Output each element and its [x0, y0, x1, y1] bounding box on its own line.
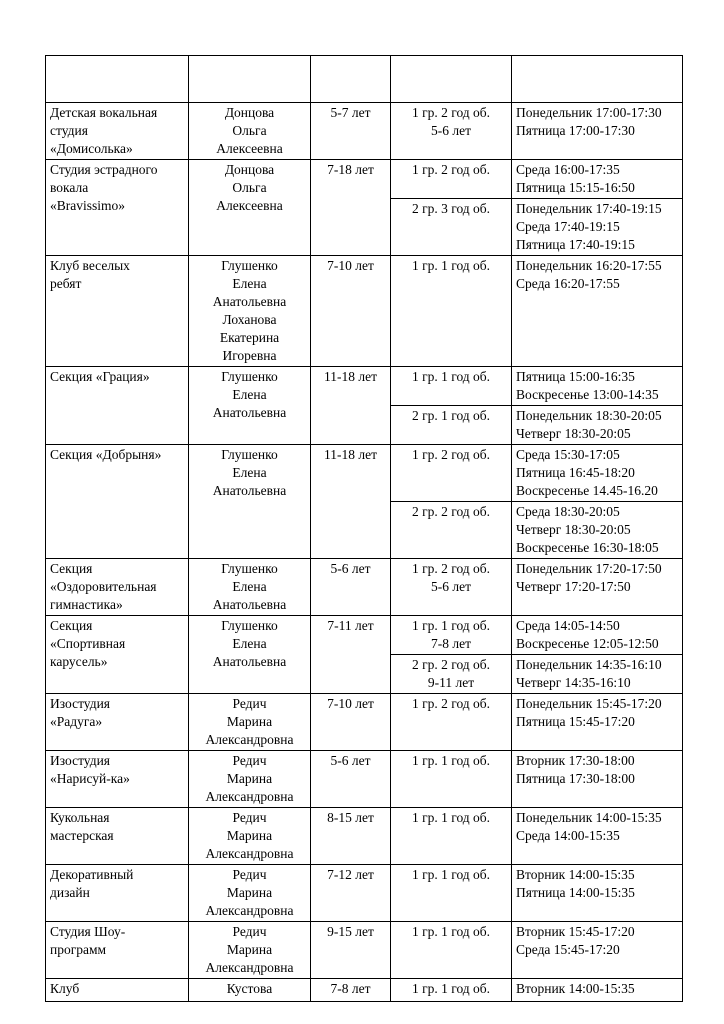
- teacher-cell: Донцова Ольга Алексеевна: [189, 103, 311, 160]
- table-row: [46, 256, 683, 367]
- activity-name-cell: Декоративный дизайн: [46, 865, 189, 922]
- table-row: [46, 616, 683, 655]
- teacher-cell: Редич Марина Александровна: [189, 808, 311, 865]
- group-cell: 1 гр. 2 год об. 5-6 лет: [391, 103, 512, 160]
- teacher-cell: Кустова: [189, 979, 311, 1002]
- schedule-cell: Понедельник 17:00-17:30 Пятница 17:00-17:30: [512, 103, 683, 160]
- age-cell: 5-6 лет: [311, 751, 391, 808]
- schedule-cell: Понедельник 17:20-17:50 Четверг 17:20-17:50: [512, 559, 683, 616]
- group-cell: 2 гр. 2 год об.: [391, 502, 512, 559]
- teacher-cell: Глушенко Елена Анатольевна: [189, 616, 311, 694]
- group-cell: 1 гр. 2 год об.: [391, 445, 512, 502]
- table-row: [46, 808, 683, 865]
- age-cell: 7-12 лет: [311, 865, 391, 922]
- age-cell: 7-18 лет: [311, 160, 391, 256]
- schedule-table-body: [46, 56, 683, 1002]
- schedule-cell: Вторник 14:00-15:35: [512, 979, 683, 1002]
- table-row: [46, 367, 683, 406]
- age-cell: 7-10 лет: [311, 256, 391, 367]
- teacher-cell: Глушенко Елена Анатольевна Лоханова Екатерина Игоревна: [189, 256, 311, 367]
- schedule-cell: Понедельник 16:20-17:55 Среда 16:20-17:55: [512, 256, 683, 367]
- age-cell: 7-11 лет: [311, 616, 391, 694]
- teacher-cell: Редич Марина Александровна: [189, 751, 311, 808]
- table-row: [46, 559, 683, 616]
- table-row: [46, 751, 683, 808]
- header-cell-teacher: [189, 56, 311, 103]
- table-row: [46, 445, 683, 502]
- schedule-cell: Понедельник 14:00-15:35 Среда 14:00-15:35: [512, 808, 683, 865]
- teacher-cell: Донцова Ольга Алексеевна: [189, 160, 311, 256]
- schedule-cell: Вторник 14:00-15:35 Пятница 14:00-15:35: [512, 865, 683, 922]
- group-cell: 1 гр. 1 год об.: [391, 256, 512, 367]
- group-cell: 1 гр. 1 год об.: [391, 865, 512, 922]
- group-cell: 2 гр. 1 год об.: [391, 406, 512, 445]
- group-cell: 1 гр. 1 год об.: [391, 751, 512, 808]
- age-cell: 7-8 лет: [311, 979, 391, 1002]
- table-row: [46, 922, 683, 979]
- group-cell: 1 гр. 2 год об. 5-6 лет: [391, 559, 512, 616]
- age-cell: 7-10 лет: [311, 694, 391, 751]
- schedule-cell: Среда 14:05-14:50 Воскресенье 12:05-12:50: [512, 616, 683, 655]
- header-cell-schedule: [512, 56, 683, 103]
- activity-name-cell: Секция «Оздоровительная гимнастика»: [46, 559, 189, 616]
- age-cell: 8-15 лет: [311, 808, 391, 865]
- activity-name-cell: Секция «Добрыня»: [46, 445, 189, 559]
- activity-name-cell: Секция «Грация»: [46, 367, 189, 445]
- header-cell-group: [391, 56, 512, 103]
- schedule-cell: Понедельник 18:30-20:05 Четверг 18:30-20:05: [512, 406, 683, 445]
- teacher-cell: Глушенко Елена Анатольевна: [189, 559, 311, 616]
- activity-name-cell: Изостудия «Нарисуй-ка»: [46, 751, 189, 808]
- teacher-cell: Глушенко Елена Анатольевна: [189, 445, 311, 559]
- activity-name-cell: Секция «Спортивная карусель»: [46, 616, 189, 694]
- teacher-cell: Редич Марина Александровна: [189, 865, 311, 922]
- table-header-row: [46, 56, 683, 103]
- schedule-cell: Среда 18:30-20:05 Четверг 18:30-20:05 Воскресенье 16:30-18:05: [512, 502, 683, 559]
- schedule-cell: Среда 16:00-17:35 Пятница 15:15-16:50: [512, 160, 683, 199]
- table-row: [46, 694, 683, 751]
- schedule-cell: Вторник 15:45-17:20 Среда 15:45-17:20: [512, 922, 683, 979]
- group-cell: 2 гр. 2 год об. 9-11 лет: [391, 655, 512, 694]
- activity-name-cell: Студия эстрадного вокала «Bravissimo»: [46, 160, 189, 256]
- schedule-cell: Понедельник 14:35-16:10 Четверг 14:35-16:10: [512, 655, 683, 694]
- group-cell: 2 гр. 3 год об.: [391, 199, 512, 256]
- age-cell: 5-7 лет: [311, 103, 391, 160]
- age-cell: 9-15 лет: [311, 922, 391, 979]
- header-cell-age: [311, 56, 391, 103]
- age-cell: 11-18 лет: [311, 445, 391, 559]
- schedule-table: [45, 55, 683, 1002]
- schedule-cell: Среда 15:30-17:05 Пятница 16:45-18:20 Воскресенье 14.45-16.20: [512, 445, 683, 502]
- teacher-cell: Редич Марина Александровна: [189, 694, 311, 751]
- group-cell: 1 гр. 1 год об.: [391, 367, 512, 406]
- group-cell: 1 гр. 1 год об.: [391, 808, 512, 865]
- schedule-cell: Вторник 17:30-18:00 Пятница 17:30-18:00: [512, 751, 683, 808]
- group-cell: 1 гр. 2 год об.: [391, 160, 512, 199]
- table-row: [46, 103, 683, 160]
- schedule-cell: Пятница 15:00-16:35 Воскресенье 13:00-14:35: [512, 367, 683, 406]
- group-cell: 1 гр. 2 год об.: [391, 694, 512, 751]
- group-cell: 1 гр. 1 год об. 7-8 лет: [391, 616, 512, 655]
- table-row: [46, 160, 683, 199]
- activity-name-cell: Клуб веселых ребят: [46, 256, 189, 367]
- activity-name-cell: Кукольная мастерская: [46, 808, 189, 865]
- teacher-cell: Редич Марина Александровна: [189, 922, 311, 979]
- teacher-cell: Глушенко Елена Анатольевна: [189, 367, 311, 445]
- group-cell: 1 гр. 1 год об.: [391, 979, 512, 1002]
- activity-name-cell: Детская вокальная студия «Домисолька»: [46, 103, 189, 160]
- table-row: [46, 865, 683, 922]
- group-cell: 1 гр. 1 год об.: [391, 922, 512, 979]
- activity-name-cell: Клуб: [46, 979, 189, 1002]
- age-cell: 11-18 лет: [311, 367, 391, 445]
- activity-name-cell: Студия Шоу- программ: [46, 922, 189, 979]
- header-cell-name: [46, 56, 189, 103]
- table-row: [46, 979, 683, 1002]
- activity-name-cell: Изостудия «Радуга»: [46, 694, 189, 751]
- schedule-cell: Понедельник 15:45-17:20 Пятница 15:45-17:20: [512, 694, 683, 751]
- age-cell: 5-6 лет: [311, 559, 391, 616]
- schedule-cell: Понедельник 17:40-19:15 Среда 17:40-19:15 Пятница 17:40-19:15: [512, 199, 683, 256]
